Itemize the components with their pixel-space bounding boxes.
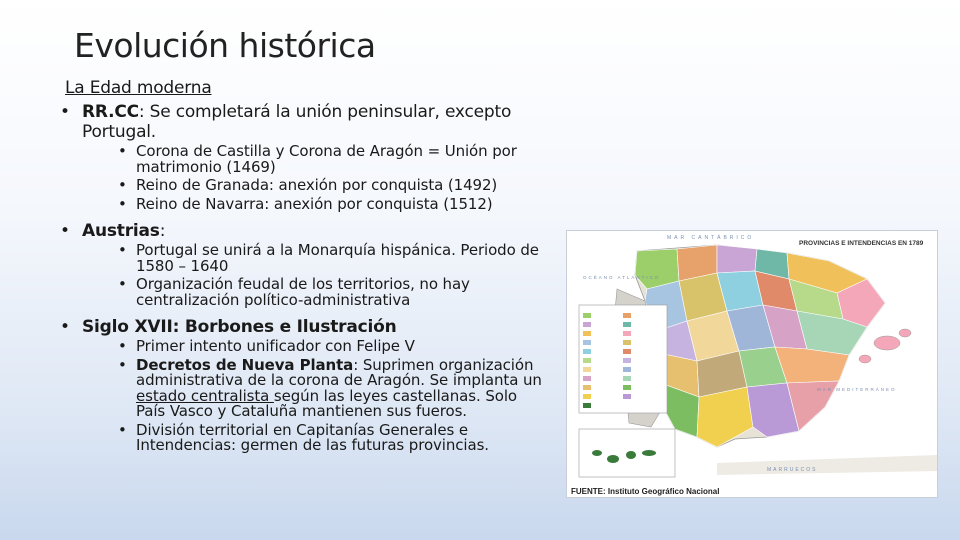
bullet-label: Siglo XVII: Borbones e Ilustración — [82, 317, 397, 337]
sub-bullet: • Primer intento unificador con Felipe V — [118, 337, 415, 355]
bullet-dot: • — [60, 102, 70, 122]
sub-bullet: • Portugal se unirá a la Monarquía hispánica. Periodo de 1580 – 1640 — [118, 241, 539, 275]
bullet-dot: • — [60, 221, 70, 241]
bullet-austrias — [60, 221, 550, 241]
sea-label: MARRUECOS — [767, 467, 818, 473]
sea-label: OCÉANO ATLÁNTICO — [583, 275, 661, 280]
sub-bullet: • Decretos de Nueva Planta: Suprimen organización administrativa de la corona de Aragón. Se implanta un estado centralista según las leyes castellanas. Solo País Vasco y Cataluña mantienen sus fueros. — [118, 355, 542, 420]
sub-bullet: • Reino de Granada: anexión por conquista (1492) — [118, 176, 498, 194]
map-title: PROVINCIAS E INTENDENCIAS EN 1789 — [799, 240, 924, 247]
bullet-borbones — [60, 317, 550, 337]
bullet-label: RR.CC — [82, 102, 139, 122]
sub-bullet: • Organización feudal de los territorios, no hay centralización político-administrativa — [118, 275, 470, 309]
sublist-borbones — [118, 339, 550, 454]
sub-bullet: • Reino de Navarra: anexión por conquista (1512) — [118, 194, 493, 213]
sea-label: MAR MEDITERRÁNEO — [817, 387, 897, 392]
map-graphic — [567, 231, 937, 497]
estado-centralista: estado centralista — [136, 386, 274, 405]
decretos-label: Decretos de Nueva Planta — [136, 355, 354, 374]
map-source: FUENTE: Instituto Geográfico Nacional — [571, 487, 720, 496]
bullet-rrcc — [60, 102, 550, 142]
bullet-text: : Se completará la unión peninsular, excepto Portugal. — [82, 102, 512, 142]
sublist-austrias — [118, 243, 550, 308]
historical-map — [566, 230, 938, 498]
bullet-label: Austrias — [82, 221, 160, 241]
sublist-rrcc — [118, 144, 550, 212]
bullet-dot: • — [60, 317, 70, 337]
sea-label: MAR CANTÁBRICO — [667, 235, 755, 241]
bullet-text: : — [159, 221, 166, 241]
slide-content — [60, 78, 550, 457]
slide-title: Evolución histórica — [74, 26, 376, 65]
sub-bullet: • Corona de Castilla y Corona de Aragón = Unión por matrimonio (1469) — [118, 142, 517, 176]
sub-bullet: • División territorial en Capitanías Generales e Intendencias: germen de las futuras provincias. — [118, 420, 489, 454]
section-heading: La Edad moderna — [65, 78, 212, 98]
